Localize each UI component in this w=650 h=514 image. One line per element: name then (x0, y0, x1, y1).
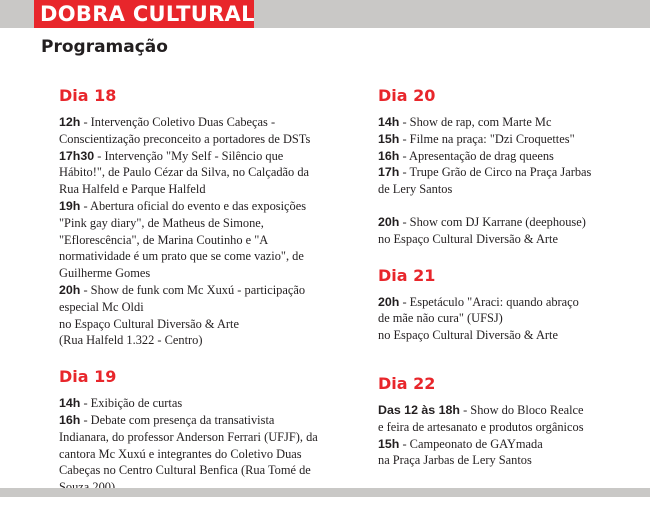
program-text: no Espaço Cultural Diversão & Arte (378, 231, 558, 246)
program-line (59, 114, 349, 131)
program-line (59, 215, 349, 232)
program-time: 15h (378, 131, 400, 146)
program-text: - Filme na praça: "Dzi Croquettes" (399, 131, 575, 146)
day-21-title: Dia 21 (378, 265, 436, 285)
day-21-section (378, 266, 638, 344)
program-time: 15h (378, 436, 400, 451)
program-line (59, 248, 349, 265)
program-text: Rua Halfeld e Parque Halfeld (59, 182, 206, 197)
program-line (378, 402, 638, 419)
program-text: "Eflorescência", de Marina Coutinho e "A (59, 232, 269, 247)
footer-bar (0, 488, 650, 497)
program-line (59, 282, 349, 299)
program-time: 14h (59, 396, 81, 411)
section-badge: DOBRA CULTURAL (34, 0, 254, 28)
program-text: - Show do Bloco Realce (459, 402, 584, 417)
program-text: "Pink gay diary", de Matheus de Simone, (59, 215, 264, 230)
program-text: Conscientização preconceito a portadores de DSTs (59, 131, 311, 146)
program-line (378, 114, 638, 131)
day-20-section (378, 86, 638, 248)
program-line (378, 148, 638, 165)
program-text: - Show de rap, com Marte Mc (399, 115, 552, 129)
program-text: de mãe não cura" (UFSJ) (378, 311, 503, 326)
day-19-lines (59, 395, 349, 496)
program-time: 20h (378, 294, 400, 309)
program-line (59, 181, 349, 198)
spacer (378, 198, 638, 214)
program-text: - Intervenção "My Self - Silêncio que (94, 148, 284, 163)
program-line (378, 419, 638, 436)
program-text: Cabeças no Centro Cultural Benfica (Rua Tomé de (59, 463, 311, 478)
day-18-lines (59, 114, 349, 349)
program-line (59, 332, 349, 349)
program-line (378, 452, 638, 469)
program-text: (Rua Halfeld 1.322 - Centro) (59, 333, 203, 348)
day-21-lines (378, 294, 638, 344)
program-time: 20h (378, 214, 400, 229)
program-line (378, 327, 638, 344)
program-text: no Espaço Cultural Diversão & Arte (378, 328, 558, 343)
program-line (59, 429, 349, 446)
program-line (59, 412, 349, 429)
program-text: cantora Mc Xuxú e integrantes do Coletivo Duas (59, 446, 302, 461)
program-text: - Debate com presença da transativista (80, 412, 275, 427)
program-time: 19h (59, 198, 81, 213)
program-line (378, 436, 638, 453)
program-text: - Campeonato de GAYmada (399, 436, 543, 451)
program-text: - Show de funk com Mc Xuxú - participação (80, 282, 306, 297)
day-18-title: Dia 18 (59, 86, 117, 105)
program-line (378, 231, 638, 248)
program-line (378, 310, 638, 327)
program-text: - Show com DJ Karrane (deephouse) (399, 214, 586, 229)
program-text: Indianara, do professor Anderson Ferrari (UFJF), da (59, 429, 318, 444)
program-line (59, 198, 349, 215)
program-time: 12h (59, 115, 81, 129)
program-text: e feira de artesanato e produtos orgânicos (378, 419, 584, 434)
program-line (378, 164, 638, 181)
program-time: 16h (378, 148, 400, 163)
program-line (378, 294, 638, 311)
program-text: de Lery Santos (378, 182, 453, 197)
program-line (59, 164, 349, 181)
program-text: - Intervenção Coletivo Duas Cabeças - (80, 115, 276, 129)
program-time: Das 12 às 18h (378, 402, 460, 417)
program-text: normatividade é um prato que se come vazio", de (59, 249, 304, 264)
day-22-lines (378, 402, 638, 469)
program-text: Guilherme Gomes (59, 266, 151, 281)
page-title: Programação (41, 37, 168, 57)
day-20-lines-late (378, 214, 638, 248)
program-line (59, 446, 349, 463)
program-text: no Espaço Cultural Diversão & Arte (59, 316, 239, 331)
program-line (59, 316, 349, 333)
day-18-section (59, 86, 349, 349)
day-22-title: Dia 22 (378, 373, 436, 393)
program-line (59, 232, 349, 249)
day-20-lines (378, 114, 638, 198)
program-line (378, 181, 638, 198)
program-time: 20h (59, 282, 81, 297)
program-text: - Exibição de curtas (80, 396, 183, 411)
day-22-section (378, 374, 638, 469)
program-time: 14h (378, 115, 400, 129)
program-text: - Apresentação de drag queens (399, 148, 554, 163)
program-line (378, 131, 638, 148)
program-text: Hábito!", de Paulo Cézar da Silva, no Calçadão da (59, 165, 310, 180)
program-time: 16h (59, 412, 81, 427)
program-line (59, 131, 349, 148)
day-20-title: Dia 20 (378, 86, 436, 105)
program-text: - Abertura oficial do evento e das exposições (80, 198, 307, 213)
program-line (378, 214, 638, 231)
program-time: 17h30 (59, 148, 95, 163)
left-column (59, 86, 349, 514)
program-line (59, 462, 349, 479)
program-line (59, 148, 349, 165)
program-line (59, 395, 349, 412)
program-line (59, 265, 349, 282)
day-19-section (59, 367, 349, 496)
program-text: - Espetáculo "Araci: quando abraço (399, 294, 579, 309)
right-column (378, 86, 638, 487)
day-19-title: Dia 19 (59, 367, 117, 387)
program-line (59, 299, 349, 316)
program-text: especial Mc Oldi (59, 299, 144, 314)
program-time: 17h (378, 165, 400, 180)
program-text: na Praça Jarbas de Lery Santos (378, 453, 532, 468)
program-text: - Trupe Grão de Circo na Praça Jarbas (399, 165, 592, 180)
